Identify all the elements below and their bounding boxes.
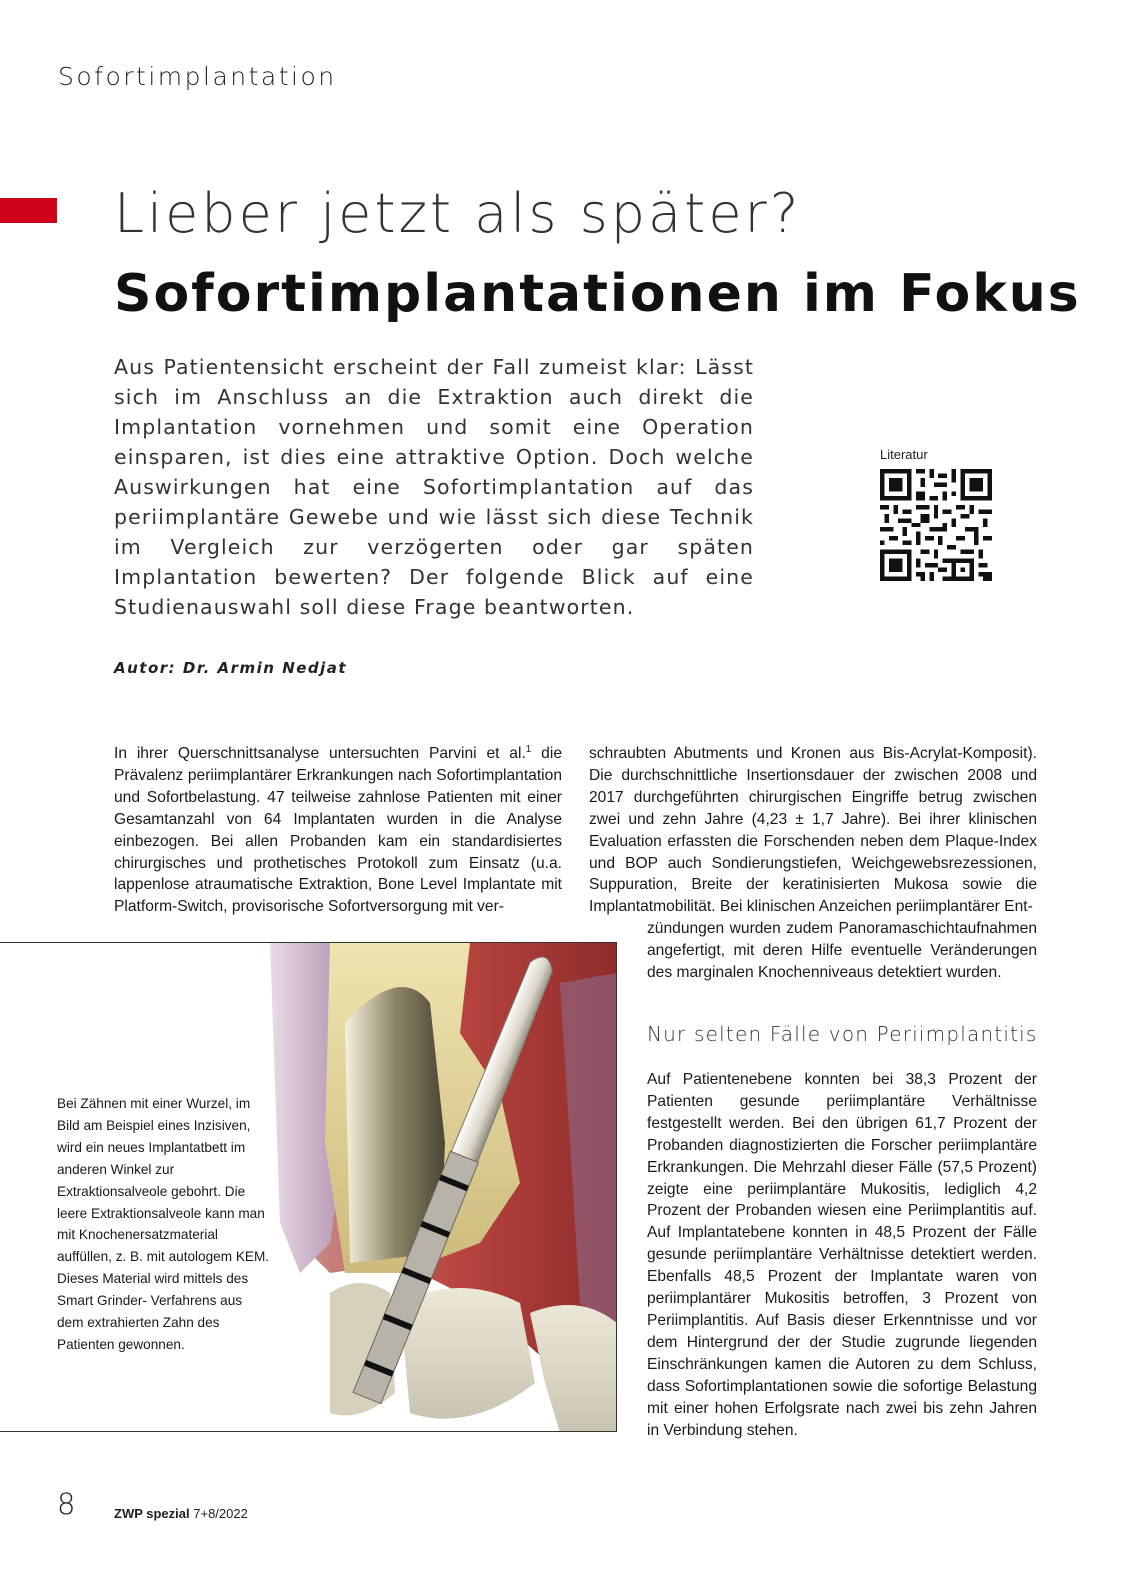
body-text-segment: die Prävalenz periimplantärer Erkrankungen nach Sofortimplantation und Sofortbelastung. 47 teilweise zahnlose Patienten mit einer Gesamtanzahl von 64 Implantaten wurden in die Analyse einbezogen. Bei allen Probanden kam ein standardisiertes chirurgisches und prothetisches Protokoll zum Einsatz (u.a. lappenlose atraumatische Extraktion, Bone Level Implantate mit Platform-Switch, provisorische Sofortversorgung mit ver- bbox=[114, 745, 562, 916]
headline-main: Sofortimplantationen im Fokus bbox=[114, 264, 1081, 324]
author-line: Autor: Dr. Armin Nedjat bbox=[114, 659, 348, 677]
headline-kicker: Lieber jetzt als später? bbox=[114, 182, 802, 245]
journal-name: ZWP spezial bbox=[114, 1506, 190, 1521]
qr-code-icon[interactable] bbox=[880, 469, 992, 581]
qr-label: Literatur bbox=[880, 447, 928, 462]
lead-paragraph: Aus Patientensicht erscheint der Fall zumeist klar: Lässt sich im Anschluss an die Extraktion auch direkt die Implantation vornehmen und somit eine Operation einsparen, ist dies eine attraktive Option. Doch welche Auswirkungen hat eine Sofortimplantation auf das periimplantäre Gewebe und wie lässt sich diese Technik im Vergleich zur verzögerten oder gar späten Implantation bewerten? Der folgende Blick auf eine Studienauswahl soll diese Frage beantworten. bbox=[114, 355, 754, 619]
section-subheading: Nur selten Fälle von Periimplantitis bbox=[647, 1022, 1038, 1046]
footnote-reference[interactable]: 1 bbox=[525, 743, 532, 755]
body-paragraph bbox=[114, 743, 562, 918]
accent-bar bbox=[0, 198, 57, 223]
journal-issue: 7+8/2022 bbox=[193, 1506, 248, 1521]
body-paragraph: Auf Patientenebene konnten bei 38,3 Prozent der Patienten gesunde periimplantäre Verhältnisse festgestellt werden. Bei den übrigen 61,7 Prozent der Probanden diagnostizierten die Forscher periimplantäre Erkrankungen. Die Mehrzahl dieser Fälle (57,5 Prozent) zeigte eine periimplantäre Mukositis, lediglich 4,2 Prozent der Probanden wiesen eine Periimplantitis auf. Auf Implantatebene konnten in 48,5 Prozent der Fälle gesunde periimplantäre Verhältnisse detektiert werden. Ebenfalls 48,5 Prozent der Implantate waren von periimplantärer Mukositis betroffen, 3 Prozent von Periimplantitis. Auf Basis dieser Erkenntnisse und vor dem Hintergrund der der Studie zugrunde liegenden Einschränkungen kamen die Autoren zu dem Schluss, dass Sofortimplantationen sowie die sofortige Belastung mit einer hohen Erfolgsrate nach zwei bis zehn Jahren in Verbindung stehen. bbox=[647, 1071, 1037, 1439]
journal-footer bbox=[114, 1506, 248, 1521]
figure-caption: Bei Zähnen mit einer Wurzel, im Bild am Beispiel eines Inzisiven, wird ein neues Implantatbett im anderen Winkel zur Extraktionsalveole gebohrt. Die leere Extraktionsalveole kann man mit Knochenersatzmaterial auffüllen, z. B. mit autologem KEM. Dieses Material wird mittels des Smart Grinder- Verfahrens aus dem extrahierten Zahn des Patienten gewonnen. bbox=[57, 1096, 270, 1352]
body-paragraph: zündungen wurden zudem Panoramaschichtaufnahmen angefertigt, mit deren Hilfe eventuelle Veränderungen des marginalen Knochenniveaus detektiert wurden. bbox=[647, 920, 1037, 981]
body-text-segment: In ihrer Querschnittsanalyse untersuchten Parvini et al. bbox=[114, 745, 526, 762]
page-number: 8 bbox=[57, 1487, 76, 1521]
body-paragraph: schraubten Abutments und Kronen aus Bis-Acrylat-Komposit). Die durchschnittliche Insertionsdauer der zwischen 2008 und 2017 durchgeführten chirurgischen Eingriffe betrug zwischen zwei und zehn Jahre (4,23 ± 1,7 Jahre). Bei ihrer klinischen Evaluation erfassten die Forschenden neben dem Plaque-Index und BOP auch Sondierungstiefen, Weichgewebsrezessionen, Suppuration, Breite der keratinisierten Mukosa sowie die Implantatmobilität. Bei klinischen Anzeichen periimplantärer Ent- bbox=[589, 745, 1037, 916]
section-label: Sofortimplantation bbox=[58, 62, 337, 91]
